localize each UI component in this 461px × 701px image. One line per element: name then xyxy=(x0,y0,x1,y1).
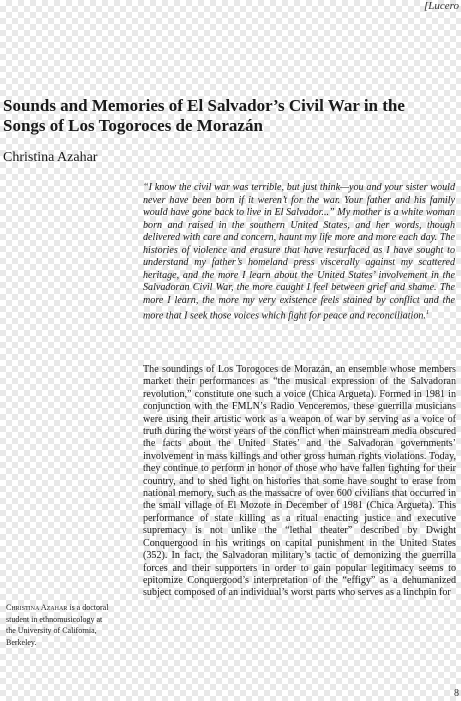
page-number: 8 xyxy=(454,688,459,699)
footnote-marker: 1 xyxy=(425,310,429,316)
epigraph xyxy=(143,182,455,323)
author-bio xyxy=(6,602,112,648)
title-line-2: Songs of Los Togoroces de Morazán xyxy=(3,116,263,135)
author-bio-name: Christina Azahar xyxy=(6,603,68,612)
article-title xyxy=(3,96,443,136)
running-head: [Lucero xyxy=(423,0,459,12)
epigraph-text: “I know the civil war was terrible, but just think—you and your sister would never have been born if it weren’t for the war. Your father and his family would have gone back to live in El Salvador...” My mother is a white woman born and raised in the southern United States, and her words, though delivered with care and concern, haunt my life more and more each day. The histories of violence and erasure that have resurfaced as I have sought to understand my father’s homeland press viscerally against my scattered heritage, and the more I learn about the United States’ involvement in the Salvadoran Civil War, the more caught I feel between grief and shame. The more I learn, the more my very existence feels stained by conflict and the more that I seek those voices which fight for peace and reconciliation. xyxy=(143,182,455,322)
author-bio-text: is a doctoral student in ethnomusicology at the University of California, Berkeley. xyxy=(6,603,109,647)
title-line-1: Sounds and Memories of El Salvador’s Civil War in the xyxy=(3,96,405,115)
body-paragraph: The soundings of Los Torogoces de Morazán, an ensemble whose members market their performances as “the musical expression of the Salvadoran revolution,” constitute one such a voice (Chica Argueta). Formed in 1981 in conjunction with the FMLN’s Radio Venceremos, these guerrilla musicians were using their artistic work as a weapon of war by serving as a voice of truth during the worst years of the conflict when mainstream media obscured the facts about the United States’ and the Salvadoran governments’ involvement in mass killings and other gross human rights violations. Today, they continue to perform in honor of those who have fallen fighting for their country, and to shed light on histories that some have sought to erase from national memory, such as the massacre of over 600 civilians that occurred in the small village of El Mozote in December of 1981 (Chica Argueta). This performance of state killing as a ritual enacting justice and executive supremacy is not unlike the “lethal theater” described by Dwight Conquergood in his writings on capital punishment in the United States (352). In fact, the Salvadoran military’s tactic of demonizing the guerrilla forces and their supporters in order to gain popular legitimacy seems to epitomize Conquergood’s interpretation of the “effigy” as a dehumanized subject composed of an individual’s worst parts who serves as a linchpin for xyxy=(143,364,456,599)
author-name: Christina Azahar xyxy=(3,150,98,165)
